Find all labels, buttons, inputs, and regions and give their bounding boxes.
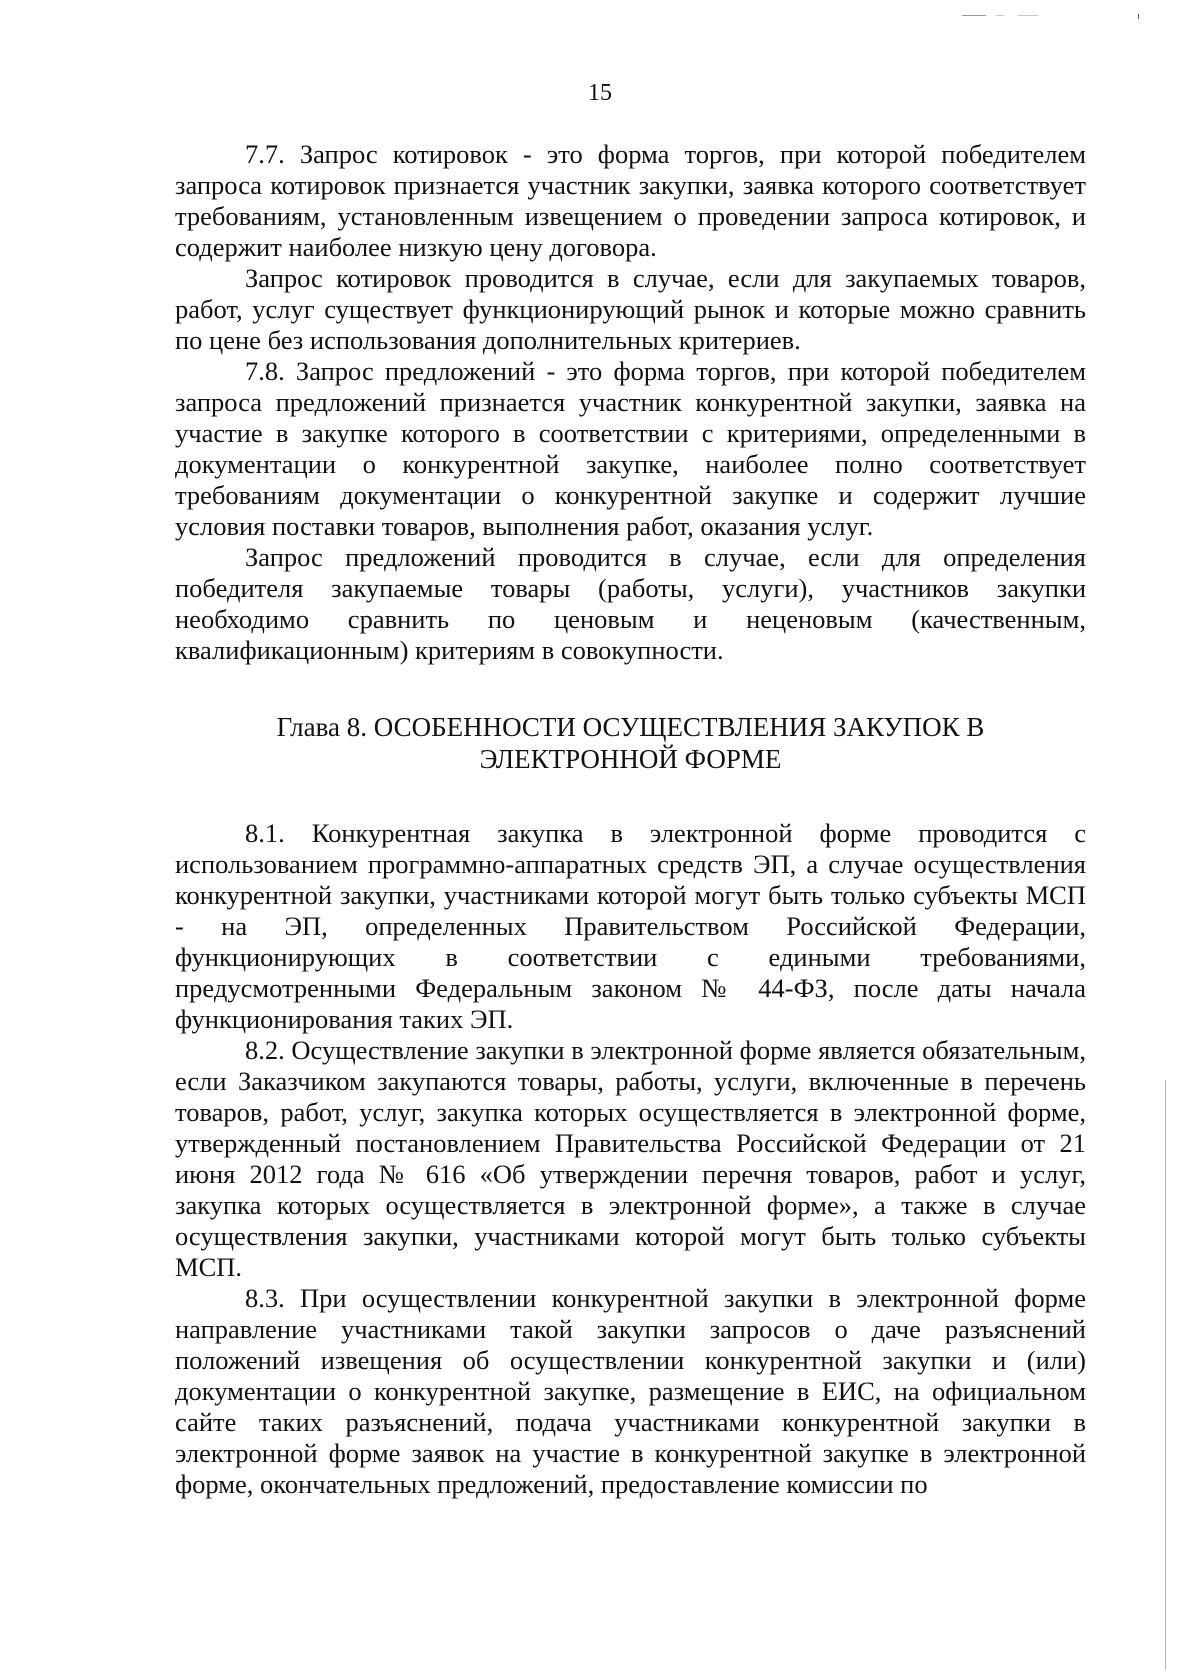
paragraph-7-7: 7.7. Запрос котировок - это форма торгов, при которой победителем запроса котировок признается участник закупки, заявка которого соответствует требованиям, установленным извещением о проведении запроса котировок, и содержит наиболее низкую цену договора. — [175, 139, 1086, 262]
chapter-heading — [175, 711, 1086, 775]
paragraph-quotation-conditions: Запрос котировок проводится в случае, если для закупаемых товаров, работ, услуг существует функционирующий рынок и которые можно сравнить по цене без использования дополнительных критериев. — [175, 263, 1086, 355]
paragraph-8-1: 8.1. Конкурентная закупка в электронной форме проводится с использованием программно-аппаратных средств ЭП, а случае осуществления конкурентной закупки, участниками которой могут быть только субъекты МСП - на ЭП, определенных Правительством Российской Федерации, функционирующих в соответствии с едиными требованиями, предусмотренными Федеральным законом № 44-ФЗ, после даты начала функционирования таких ЭП. — [175, 818, 1086, 1034]
chapter-heading-line-1: Глава 8. ОСОБЕННОСТИ ОСУЩЕСТВЛЕНИЯ ЗАКУПОК В — [276, 712, 985, 742]
scan-edge-line — [1165, 1080, 1166, 1670]
chapter-heading-line-2: ЭЛЕКТРОННОЙ ФОРМЕ — [479, 744, 782, 774]
paragraph-7-8: 7.8. Запрос предложений - это форма торгов, при которой победителем запроса предложений признается участник конкурентной закупки, заявка на участие в закупке которого в соответствии с критериями, определенными в документации о конкурентной закупке, наиболее полно соответствует требованиям документации о конкурентной закупке и содержит лучшие условия поставки товаров, выполнения работ, оказания услуг. — [175, 356, 1086, 541]
document-body — [175, 139, 1086, 1500]
scan-artifact — [962, 15, 986, 16]
page-number: 15 — [588, 80, 612, 106]
paragraph-8-3: 8.3. При осуществлении конкурентной закупки в электронной форме направление участниками такой закупки запросов о даче разъяснений положений извещения об осуществлении конкурентной закупки и (или) документации о конкурентной закупке, размещение в ЕИС, на официальном сайте таких разъяснений, подача участниками конкурентной закупки в электронной форме заявок на участие в конкурентной закупке в электронной форме, окончательных предложений, предоставление комиссии по — [175, 1283, 1086, 1499]
scan-artifact — [1018, 15, 1038, 16]
paragraph-8-2: 8.2. Осуществление закупки в электронной форме является обязательным, если Заказчиком закупаются товары, работы, услуги, включенные в перечень товаров, работ, услуг, закупка которых осуществляется в электронной форме, утвержденный постановлением Правительства Российской Федерации от 21 июня 2012 года № 616 «Об утверждении перечня товаров, работ и услуг, закупка которых осуществляется в электронной форме», а также в случае осуществления закупки, участниками которой могут быть только субъекты МСП. — [175, 1035, 1086, 1282]
paragraph-proposals-conditions: Запрос предложений проводится в случае, если для определения победителя закупаемые товары (работы, услуги), участников закупки необходимо сравнить по ценовым и неценовым (качественным, квалификационным) критериям в совокупности. — [175, 542, 1086, 665]
scan-artifact — [1138, 14, 1139, 19]
scan-artifact — [996, 15, 1004, 16]
